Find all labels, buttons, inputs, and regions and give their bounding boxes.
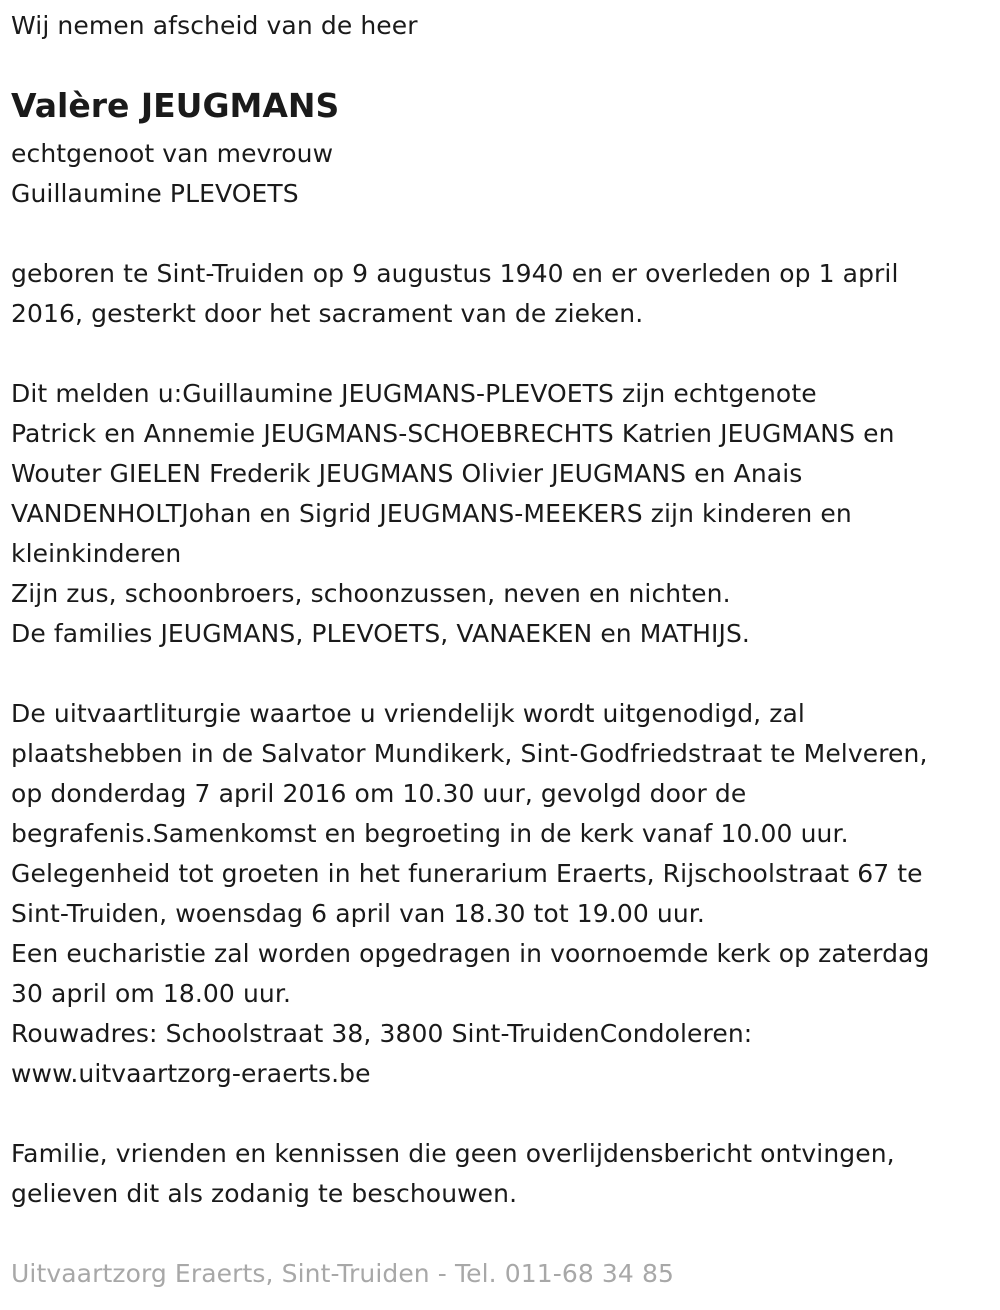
birth-death-paragraph [11,254,899,334]
paragraph-line: gelieven dit als zodanig te beschouwen. [11,1179,518,1208]
paragraph-line: Zijn zus, schoonbroers, schoonzussen, neven en nichten. [11,579,731,608]
paragraph-line: Sint-Truiden, woensdag 6 april van 18.30 tot 19.00 uur. [11,899,705,928]
spouse-line: Guillaumine PLEVOETS [11,179,299,208]
spouse-block [11,134,333,214]
funeral-paragraph [11,694,929,1094]
condolence-website: www.uitvaartzorg-eraerts.be [11,1059,371,1088]
paragraph-line: Een eucharistie zal worden opgedragen in voornoemde kerk op zaterdag [11,939,930,968]
paragraph-line: VANDENHOLTJohan en Sigrid JEUGMANS-MEEKERS zijn kinderen en [11,499,852,528]
paragraph-line: geboren te Sint-Truiden op 9 augustus 1940 en er overleden op 1 april [11,259,899,288]
paragraph-line: kleinkinderen [11,539,182,568]
paragraph-line: 30 april om 18.00 uur. [11,979,291,1008]
paragraph-line: 2016, gesterkt door het sacrament van de zieken. [11,299,644,328]
family-paragraph [11,374,895,654]
paragraph-line: Wouter GIELEN Frederik JEUGMANS Olivier JEUGMANS en Anais [11,459,803,488]
paragraph-line: Gelegenheid tot groeten in het funerarium Eraerts, Rijschoolstraat 67 te [11,859,923,888]
paragraph-line: begrafenis.Samenkomst en begroeting in de kerk vanaf 10.00 uur. [11,819,849,848]
paragraph-line: De uitvaartliturgie waartoe u vriendelijk wordt uitgenodigd, zal [11,699,805,728]
paragraph-line: Rouwadres: Schoolstraat 38, 3800 Sint-TruidenCondoleren: [11,1019,753,1048]
funeral-home-footer: Uitvaartzorg Eraerts, Sint-Truiden - Tel. 011-68 34 85 [11,1259,674,1288]
deceased-name: Valère JEUGMANS [11,86,340,125]
paragraph-line: Familie, vrienden en kennissen die geen overlijdensbericht ontvingen, [11,1139,895,1168]
closing-paragraph [11,1134,895,1214]
paragraph-line: plaatshebben in de Salvator Mundikerk, Sint-Godfriedstraat te Melveren, [11,739,928,768]
paragraph-line: De families JEUGMANS, PLEVOETS, VANAEKEN en MATHIJS. [11,619,750,648]
paragraph-line: op donderdag 7 april 2016 om 10.30 uur, gevolgd door de [11,779,747,808]
intro-text: Wij nemen afscheid van de heer [11,11,418,40]
paragraph-line: Dit melden u:Guillaumine JEUGMANS-PLEVOETS zijn echtgenote [11,379,817,408]
spouse-line: echtgenoot van mevrouw [11,139,334,168]
paragraph-line: Patrick en Annemie JEUGMANS-SCHOEBRECHTS Katrien JEUGMANS en [11,419,895,448]
